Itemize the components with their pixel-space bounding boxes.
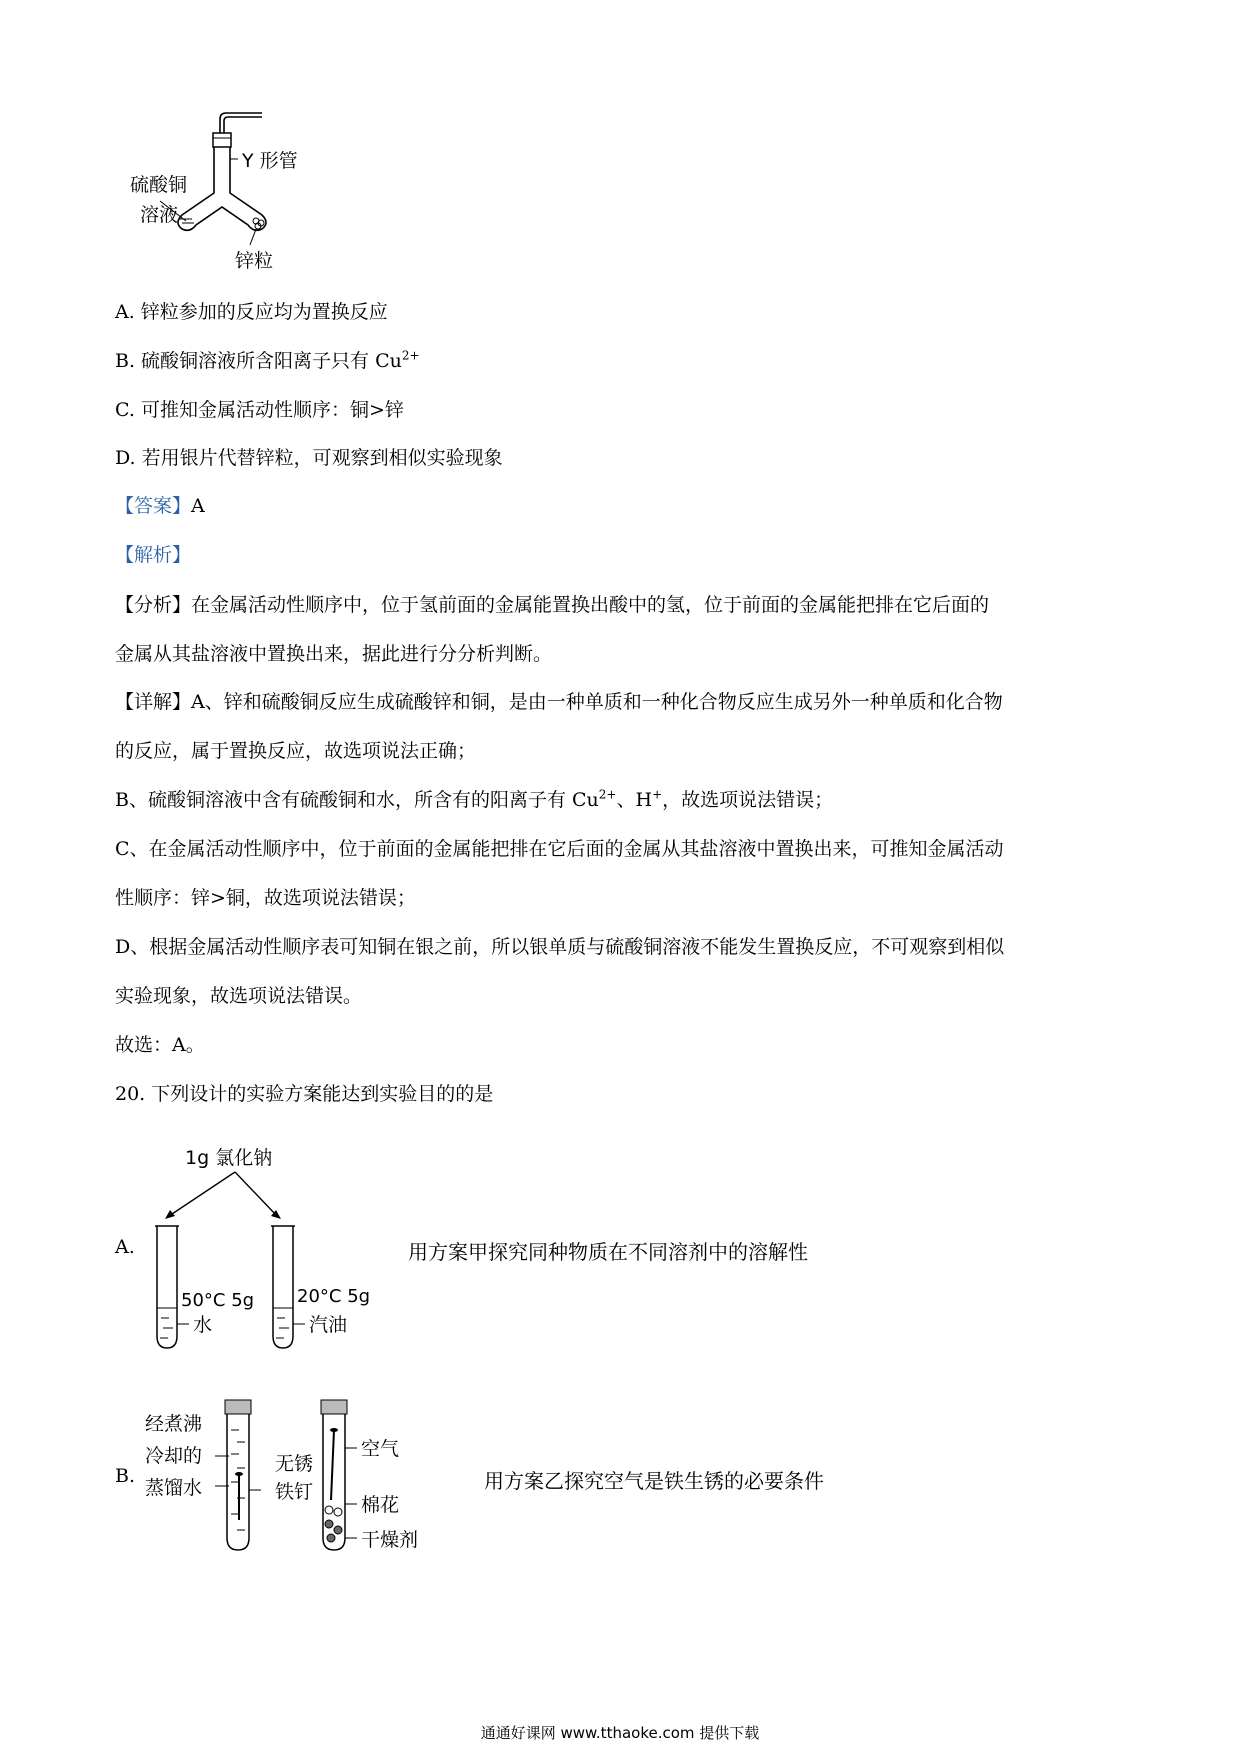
detail-b-charge-2: + <box>652 787 663 802</box>
page-footer: 通通好课网 www.tthaoke.com 提供下载 <box>480 1724 760 1742</box>
y-tube-figure <box>120 105 360 275</box>
label-air: 空气 <box>361 1438 400 1460</box>
label-right-condition: 20°C 5g <box>297 1286 371 1307</box>
label-water-1: 经煮沸 <box>145 1413 203 1435</box>
q19-answer <box>115 492 205 520</box>
analysis-tag: 【解析】 <box>115 544 192 566</box>
fenxi-line-2: 金属从其盐溶液中置换出来，据此进行分分析判断。 <box>115 643 553 665</box>
q20-option-b-text: 用方案乙探究空气是铁生锈的必要条件 <box>484 1469 824 1493</box>
detail-c-line-2: 性顺序：锌>铜，故选项说法错误； <box>115 887 416 909</box>
label-gasoline: 汽油 <box>309 1314 348 1336</box>
q20-option-b-letter: B. <box>115 1465 136 1487</box>
label-nacl: 1g 氯化钠 <box>185 1147 273 1169</box>
detail-c-line-1: C、在金属活动性顺序中，位于前面的金属能把排在它后面的金属从其盐溶液中置换出来，可推知金属活动 <box>115 838 1004 860</box>
q19-option-d: D. 若用银片代替锌粒，可观察到相似实验现象 <box>115 447 503 469</box>
rusting-figure <box>145 1390 475 1560</box>
detail-a-line-2: 的反应，属于置换反应，故选项说法正确； <box>115 740 477 762</box>
label-copper-sulfate-2: 溶液 <box>140 204 179 226</box>
dissolution-figure <box>145 1140 410 1360</box>
label-zinc: 锌粒 <box>235 250 274 272</box>
label-water-2: 冷却的 <box>145 1445 203 1467</box>
detail-a-line-1: 【详解】A、锌和硫酸铜反应生成硫酸锌和铜，是由一种单质和一种化合物反应生成另外一种单质和化合物 <box>115 691 1003 713</box>
detail-d-line-2: 实验现象，故选项说法错误。 <box>115 985 363 1007</box>
q20-stem: 20. 下列设计的实验方案能达到实验目的的是 <box>115 1083 494 1105</box>
q20-option-a-letter: A. <box>115 1236 135 1258</box>
label-water-3: 蒸馏水 <box>145 1477 203 1499</box>
q19-option-b-text: B. 硫酸铜溶液所含阳离子只有 Cu <box>115 350 402 372</box>
label-desiccant: 干燥剂 <box>361 1529 419 1551</box>
detail-b-mid: 、H <box>616 789 653 811</box>
label-water: 水 <box>193 1314 213 1336</box>
detail-b-pre: B、硫酸铜溶液中含有硫酸铜和水，所含有的阳离子有 Cu <box>115 789 599 811</box>
detail-d-line-1: D、根据金属活动性顺序表可知铜在银之前，所以银单质与硫酸铜溶液不能发生置换反应，不可观察到相似 <box>115 936 1005 958</box>
answer-value: A <box>191 495 205 517</box>
q20-option-a-text: 用方案甲探究同种物质在不同溶剂中的溶解性 <box>408 1240 808 1264</box>
label-left-condition: 50°C 5g <box>181 1290 255 1311</box>
detail-b-charge-1: 2+ <box>598 787 617 802</box>
q19-option-b-charge: 2+ <box>401 348 420 363</box>
label-y-tube: Y 形管 <box>242 150 298 172</box>
q19-option-b <box>115 347 420 375</box>
answer-tag: 【答案】 <box>115 495 192 517</box>
label-nail-1: 无锈 <box>275 1453 314 1475</box>
fenxi-line-1: 【分析】在金属活动性顺序中，位于氢前面的金属能置换出酸中的氢，位于前面的金属能把排在它后面的 <box>115 594 990 616</box>
label-nail-2: 铁钉 <box>275 1481 314 1503</box>
q19-option-a: A. 锌粒参加的反应均为置换反应 <box>115 301 388 323</box>
final-choice: 故选：A。 <box>115 1034 205 1056</box>
detail-b-line <box>115 786 833 814</box>
label-cotton: 棉花 <box>361 1494 400 1516</box>
label-copper-sulfate-1: 硫酸铜 <box>130 174 188 196</box>
q19-option-c: C. 可推知金属活动性顺序：铜>锌 <box>115 399 404 421</box>
detail-b-post: ，故选项说法错误； <box>662 789 834 811</box>
